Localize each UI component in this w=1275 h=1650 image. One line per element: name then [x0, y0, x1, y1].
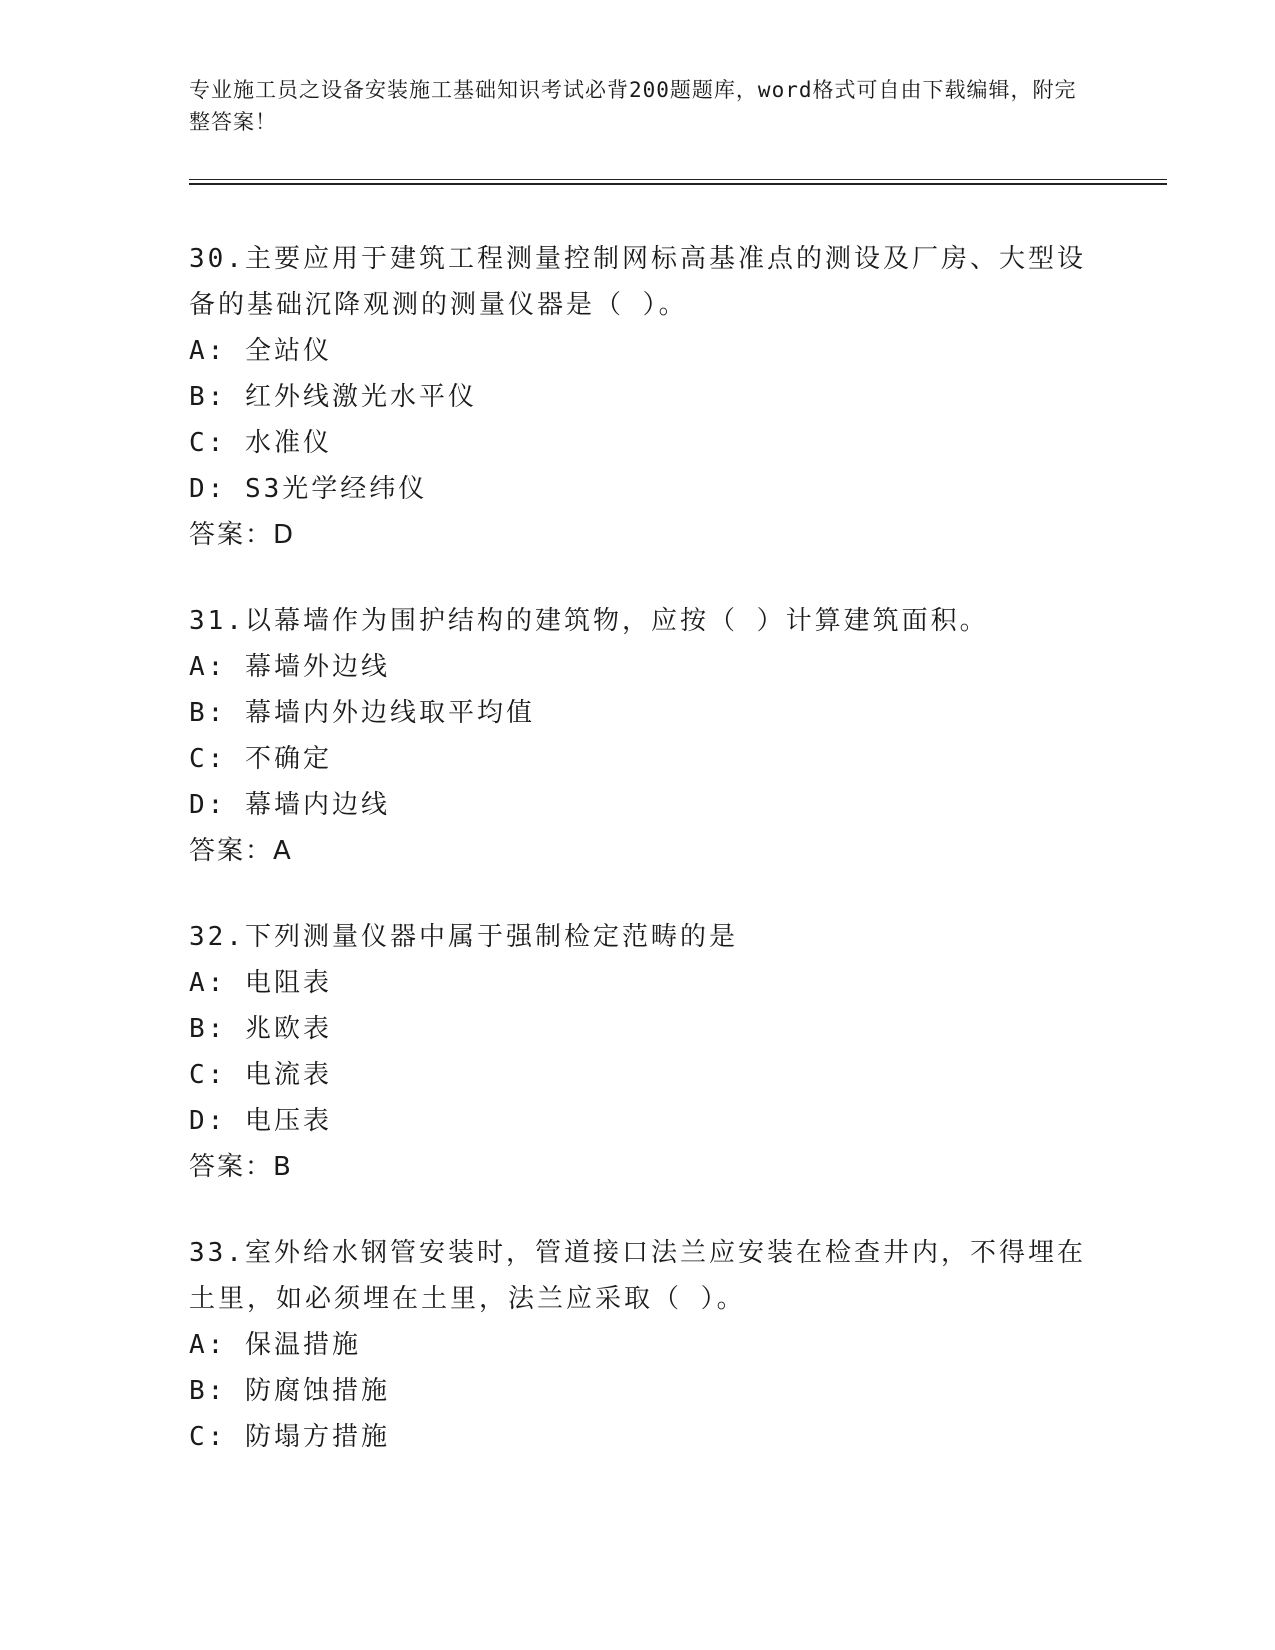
document-header: 专业施工员之设备安装施工基础知识考试必背200题题库，word格式可自由下载编辑，附完整答案！ — [189, 78, 1077, 134]
option-c: C: 防塌方措施 — [189, 1422, 390, 1452]
option-b: B: 防腐蚀措施 — [189, 1376, 390, 1406]
question-30 — [189, 236, 1089, 558]
option-c: C: 电流表 — [189, 1060, 332, 1090]
option-d: D: 幕墙内边线 — [189, 790, 390, 820]
answer-label: 答案：A — [189, 836, 293, 866]
header-divider-thick — [189, 183, 1167, 185]
question-31 — [189, 598, 1089, 874]
question-stem: 33.室外给水钢管安装时，管道接口法兰应安装在检查井内，不得埋在土里，如必须埋在土里，法兰应采取（ ）。 — [189, 1238, 1086, 1314]
question-33 — [189, 1230, 1089, 1460]
option-c: C: 不确定 — [189, 744, 332, 774]
question-list — [189, 236, 1089, 1500]
option-a: A: 全站仪 — [189, 336, 332, 366]
option-a: A: 幕墙外边线 — [189, 652, 390, 682]
question-32 — [189, 914, 1089, 1190]
option-b: B: 幕墙内外边线取平均值 — [189, 698, 535, 728]
option-c: C: 水准仪 — [189, 428, 332, 458]
question-stem: 32.下列测量仪器中属于强制检定范畴的是 — [189, 922, 738, 952]
question-stem: 30.主要应用于建筑工程测量控制网标高基准点的测设及厂房、大型设备的基础沉降观测的测量仪器是（ ）。 — [189, 244, 1086, 320]
answer-label: 答案：B — [189, 1152, 293, 1182]
option-a: A: 电阻表 — [189, 968, 332, 998]
question-stem: 31.以幕墙作为围护结构的建筑物，应按（ ）计算建筑面积。 — [189, 606, 989, 636]
answer-label: 答案：D — [189, 520, 296, 550]
option-b: B: 红外线激光水平仪 — [189, 382, 477, 412]
option-a: A: 保温措施 — [189, 1330, 361, 1360]
header-divider-thin — [189, 179, 1167, 180]
option-d: D: S3光学经纬仪 — [189, 474, 428, 504]
option-d: D: 电压表 — [189, 1106, 332, 1136]
option-b: B: 兆欧表 — [189, 1014, 332, 1044]
